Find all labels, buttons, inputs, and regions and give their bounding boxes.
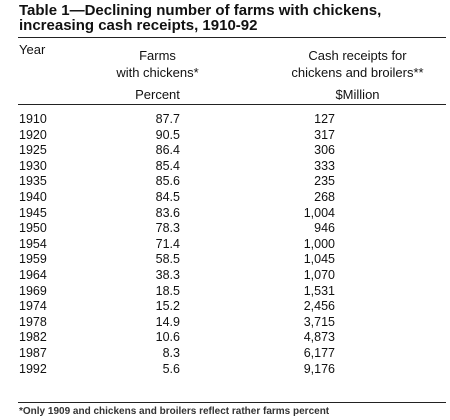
header-bottom-rule: [18, 104, 446, 105]
cell-farms-percent: 85.4: [155, 158, 180, 173]
cell-year: 1954: [19, 236, 47, 251]
cell-year: 1950: [19, 221, 47, 236]
cell-farms-percent: 78.3: [155, 221, 180, 236]
cell-farms-percent: 8.3: [162, 345, 180, 360]
table-bottom-rule: [18, 402, 446, 403]
table-body: [0, 112, 450, 377]
cell-year: 1920: [19, 127, 47, 142]
cell-year: 1964: [19, 267, 47, 282]
cell-farms-percent: 85.6: [155, 174, 180, 189]
cell-cash-receipts: 268: [314, 189, 335, 204]
table-row: [0, 221, 450, 237]
units-farms: Percent: [135, 87, 180, 102]
cell-year: 1982: [19, 330, 47, 345]
cell-farms-percent: 58.5: [155, 252, 180, 267]
cell-cash-receipts: 946: [314, 221, 335, 236]
cell-year: 1935: [19, 174, 47, 189]
cell-year: 1978: [19, 314, 47, 329]
units-receipts: $Million: [335, 87, 380, 102]
cell-cash-receipts: 9,176: [303, 361, 335, 376]
cell-farms-percent: 83.6: [155, 205, 180, 220]
cell-cash-receipts: 1,070: [303, 267, 335, 282]
cell-year: 1945: [19, 205, 47, 220]
cell-year: 1987: [19, 345, 47, 360]
cell-year: 1974: [19, 299, 47, 314]
table-row: [0, 252, 450, 268]
cell-farms-percent: 87.7: [155, 112, 180, 126]
cell-year: 1930: [19, 158, 47, 173]
cell-cash-receipts: 6,177: [303, 345, 335, 360]
cell-cash-receipts: 1,004: [303, 205, 335, 220]
col-header-year: Year: [19, 42, 46, 57]
cell-cash-receipts: 317: [314, 127, 335, 142]
table-row: [0, 330, 450, 346]
col-header-receipts-line1: Cash receipts for: [308, 48, 407, 63]
cell-farms-percent: 10.6: [155, 330, 180, 345]
table-row: [0, 159, 450, 175]
table-row: [0, 346, 450, 362]
cell-cash-receipts: 306: [314, 143, 335, 158]
table-row: [0, 268, 450, 284]
cell-cash-receipts: 2,456: [303, 299, 335, 314]
table-row: [0, 315, 450, 331]
table-footnote: *Only 1909 and chickens and broilers reflect rather farms percent: [19, 406, 330, 417]
cell-farms-percent: 71.4: [155, 236, 180, 251]
cell-farms-percent: 5.6: [162, 361, 180, 376]
cell-cash-receipts: 4,873: [303, 330, 335, 345]
cell-farms-percent: 18.5: [155, 283, 180, 298]
table-row: [0, 143, 450, 159]
table-row: [0, 112, 450, 128]
table-row: [0, 299, 450, 315]
col-header-receipts-line2: chickens and broilers**: [291, 65, 424, 80]
col-header-farms-line2: with chickens*: [116, 65, 199, 80]
cell-cash-receipts: 3,715: [303, 314, 335, 329]
cell-farms-percent: 86.4: [155, 143, 180, 158]
cell-year: 1940: [19, 189, 47, 204]
cell-cash-receipts: 1,000: [303, 236, 335, 251]
table-row: [0, 206, 450, 222]
cell-cash-receipts: 1,045: [303, 252, 335, 267]
cell-year: 1959: [19, 252, 47, 267]
table-title: Table 1—Declining number of farms with chickens, increasing cash receipts, 1910-92: [19, 2, 382, 34]
cell-year: 1992: [19, 361, 47, 376]
cell-farms-percent: 84.5: [155, 189, 180, 204]
cell-farms-percent: 90.5: [155, 127, 180, 142]
cell-cash-receipts: 333: [314, 158, 335, 173]
table-row: [0, 174, 450, 190]
cell-cash-receipts: 235: [314, 174, 335, 189]
table-row: [0, 237, 450, 253]
cell-farms-percent: 38.3: [155, 267, 180, 282]
col-header-farms-line1: Farms: [139, 48, 176, 63]
table-row: [0, 128, 450, 144]
header-top-rule: [18, 37, 446, 38]
table-row: [0, 190, 450, 206]
cell-farms-percent: 15.2: [155, 299, 180, 314]
cell-year: 1925: [19, 143, 47, 158]
table-row: [0, 362, 450, 378]
cell-cash-receipts: 127: [314, 112, 335, 126]
cell-farms-percent: 14.9: [155, 314, 180, 329]
table-row: [0, 284, 450, 300]
cell-year: 1910: [19, 112, 47, 126]
cell-year: 1969: [19, 283, 47, 298]
cell-cash-receipts: 1,531: [303, 283, 335, 298]
